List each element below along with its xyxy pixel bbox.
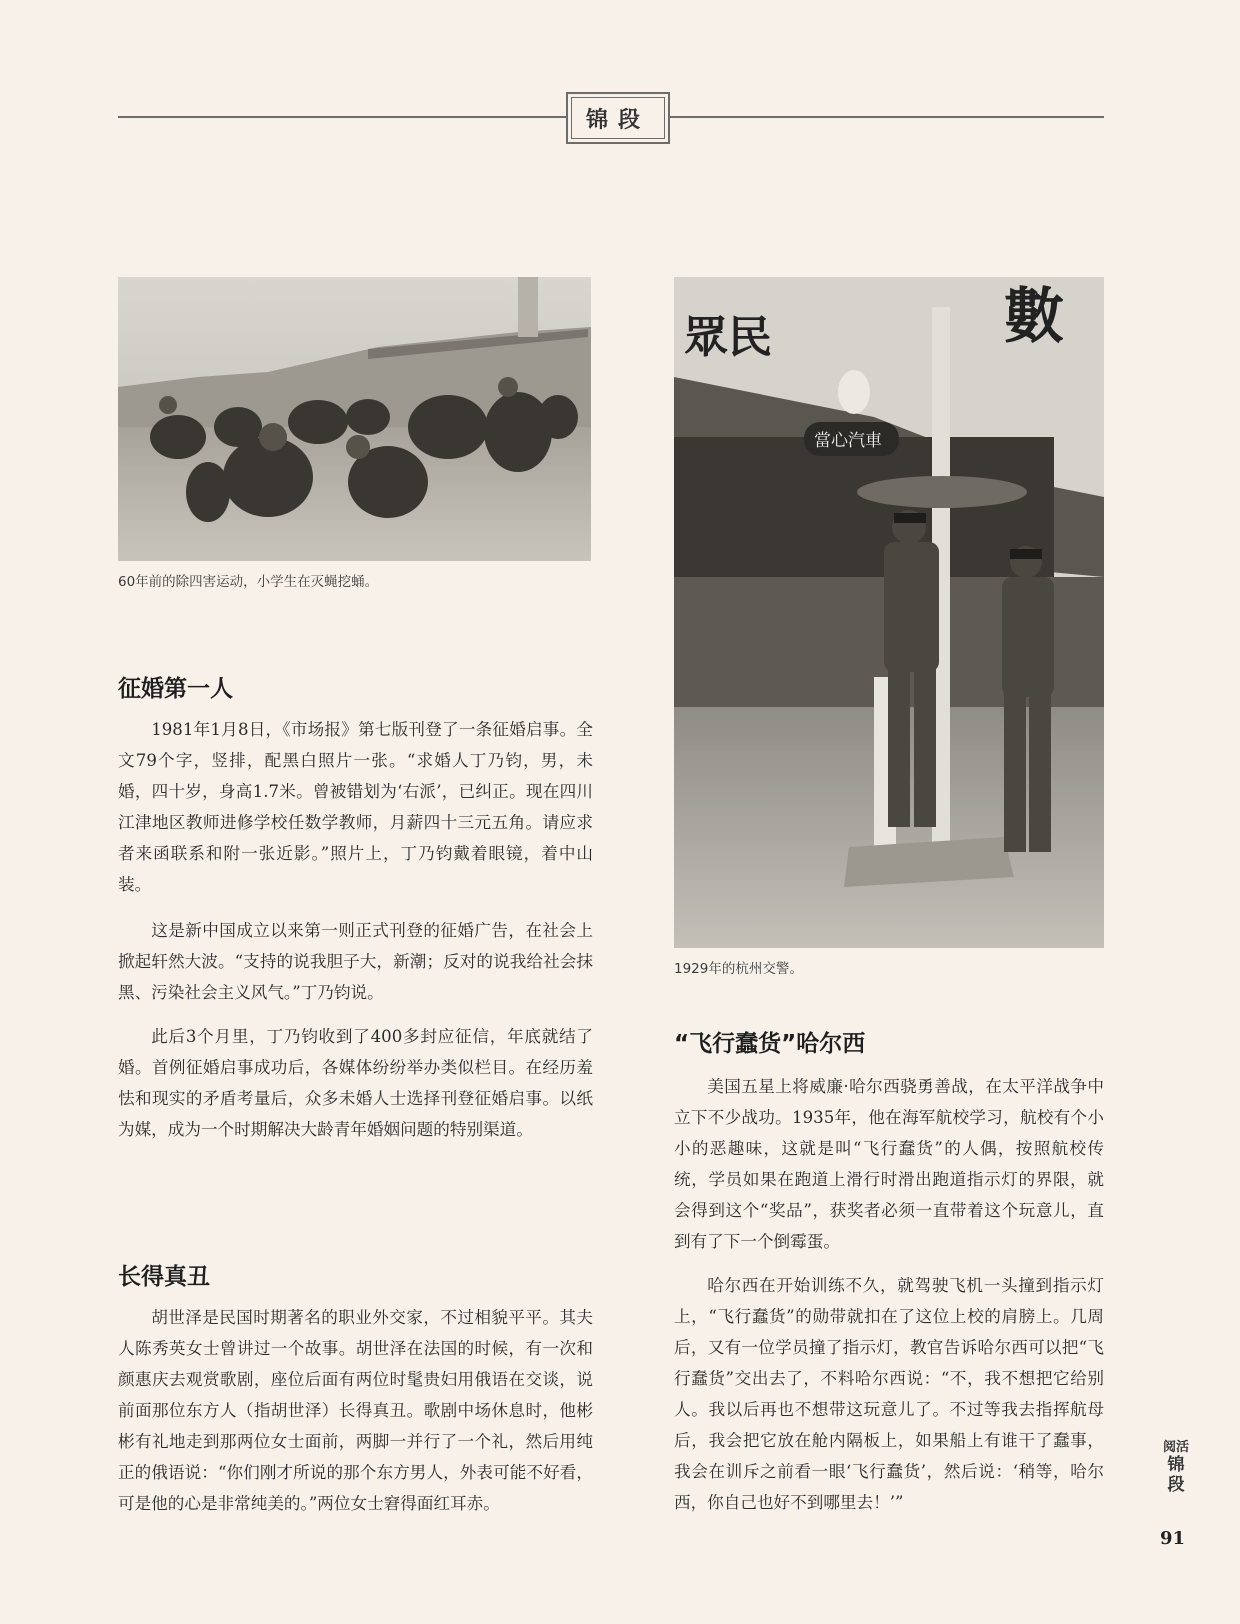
article-paragraph: 胡世泽是民国时期著名的职业外交家，不过相貌平平。其夫人陈秀英女士曾讲过一个故事。胡世泽在法国的时候，有一次和颜惠庆去观赏歌剧，座位后面有两位时髦贵妇用俄语在交谈，说前面那位东方人（指胡世泽）长得真丑。歌剧中场休息时，他彬彬有礼地走到那两位女士面前，两脚一并行了一个礼，然后用纯正的俄语说：“你们刚才所说的那个东方男人，外表可能不好看，可是他的心是非常纯美的。”两位女士窘得面红耳赤。 <box>118 1308 593 1513</box>
banner-right-text: 數 <box>1004 282 1064 352</box>
article-paragraph: 美国五星上将威廉·哈尔西骁勇善战，在太平洋战争中立下不少战功。1935年，他在海军航校学习，航校有个小小的恶趣味，这就是叫“飞行蠢货”的人偶，按照航校传统，学员如果在跑道上滑行时滑出跑道指示灯的界限，就会得到这个“奖品”，获奖者必须一直带着这个玩意儿，直到有了下一个倒霉蛋。 <box>674 1077 1104 1251</box>
banner-left-text: 眾民 <box>684 312 772 363</box>
photo-traffic-police <box>674 277 1104 948</box>
article-title-marriage: 征婚第一人 <box>118 676 233 702</box>
article-paragraph: 1981年1月8日，《市场报》第七版刊登了一条征婚启事。全文79个字，竖排，配黑白照片一张。“求婚人丁乃钧，男，未婚，四十岁，身高1.7米。曾被错划为‘右派’，已纠正。现在四川江津地区教师进修学校任数学教师，月薪四十三元五角。请应求者来函联系和附一张近影。”照片上，丁乃钧戴着眼镜，着中山装。 <box>118 720 593 894</box>
article-title-ugly: 长得真丑 <box>118 1264 210 1290</box>
side-label-bottom: 锦段 <box>1167 1455 1185 1495</box>
page-number: 91 <box>1160 1528 1186 1549</box>
section-title: 锦段 <box>566 92 670 144</box>
photo-caption-right: 1929年的杭州交警。 <box>674 961 803 977</box>
photo-caption-left: 60年前的除四害运动，小学生在灭蝇挖蛹。 <box>118 574 379 590</box>
article-paragraph: 哈尔西在开始训练不久，就驾驶飞机一头撞到指示灯上，“飞行蠢货”的勋带就扣在了这位上校的肩膀上。几周后，又有一位学员撞了指示灯，教官告诉哈尔西可以把“飞行蠢货”交出去了，不料哈尔西说：“不，我不想把它给别人。我以后再也不想带这玩意儿了。不过等我去指挥航母后，我会把它放在舱内隔板上，如果船上有谁干了蠢事，我会在训斥之前看一眼‘飞行蠢货’，然后说：‘稍等，哈尔西，你自己也好不到哪里去！’” <box>674 1276 1104 1512</box>
side-label-top: 阅活 <box>1163 1440 1190 1455</box>
photo-children-digging <box>118 277 591 561</box>
traffic-sign-text: 當心汽車 <box>814 431 882 451</box>
article-title-halsey: “飞行蠢货”哈尔西 <box>674 1031 866 1057</box>
section-side-label <box>1163 1440 1189 1495</box>
article-paragraph: 这是新中国成立以来第一则正式刊登的征婚广告，在社会上掀起轩然大波。“支持的说我胆子大，新潮；反对的说我给社会抹黑、污染社会主义风气。”丁乃钧说。 <box>118 921 593 1002</box>
article-paragraph: 此后3个月里，丁乃钧收到了400多封应征信，年底就结了婚。首例征婚启事成功后，各媒体纷纷举办类似栏目。在经历羞怯和现实的矛盾考量后，众多未婚人士选择刊登征婚启事。以纸为媒，成为一个时期解决大龄青年婚姻问题的特别渠道。 <box>118 1027 593 1139</box>
